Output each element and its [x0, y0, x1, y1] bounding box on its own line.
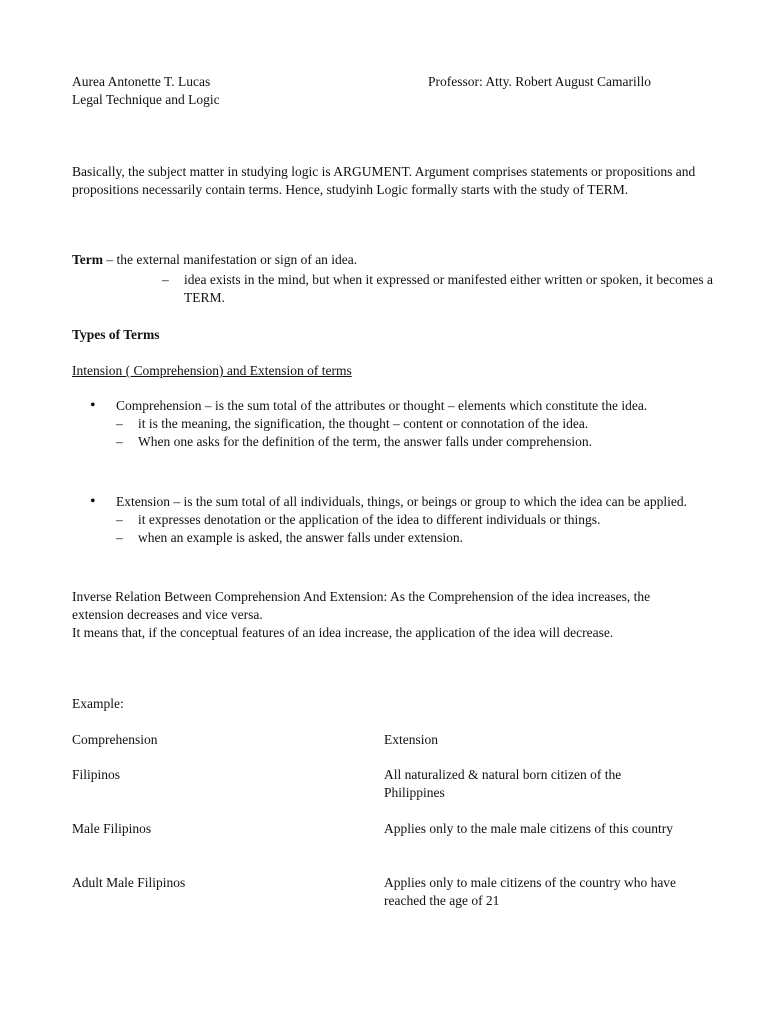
list-item — [116, 433, 702, 451]
dash-marker: – — [116, 512, 123, 527]
bullet-extension — [90, 493, 702, 547]
list-item — [116, 529, 676, 547]
table-cell: Filipinos — [72, 767, 121, 782]
course-name: Legal Technique and Logic — [72, 92, 220, 107]
sub-item-text: when an example is asked, the answer falls under extension. — [138, 530, 464, 545]
dash-marker: – — [116, 530, 123, 545]
table-header-extension: Extension — [384, 732, 438, 747]
intro-paragraph: Basically, the subject matter in studying logic is ARGUMENT. Argument comprises statements or propositions and propositions necessarily contain terms. Hence, studyinh Logic formally starts with the study of TERM. — [72, 164, 696, 197]
dash-marker: – — [116, 416, 123, 431]
table-cell: Applies only to male citizens of the country who have reached the age of 21 — [384, 875, 677, 908]
inverse-relation — [72, 588, 702, 642]
sub-item-text: it is the meaning, the signification, the thought – content or connotation of the idea. — [138, 416, 589, 431]
sub-item-text: it expresses denotation or the application of the idea to different individuals or things. — [138, 512, 601, 527]
bullet-marker: • — [90, 493, 96, 510]
bullet-text: Extension – is the sum total of all individuals, things, or beings or group to which the idea can be applied. — [116, 494, 688, 509]
intension-heading: Intension ( Comprehension) and Extension of terms — [72, 363, 352, 378]
professor-name: Professor: Atty. Robert August Camarillo — [428, 74, 651, 89]
table-cell: Adult Male Filipinos — [72, 875, 186, 890]
list-item — [116, 511, 676, 529]
dash-marker: – — [162, 272, 169, 287]
term-definition-text: – the external manifestation or sign of an idea. — [103, 252, 358, 267]
types-heading: Types of Terms — [72, 327, 160, 342]
inverse-line-2: It means that, if the conceptual features of an idea increase, the application of the idea will decrease. — [72, 625, 614, 640]
term-sub-item — [162, 271, 722, 307]
example-label: Example: — [72, 696, 124, 711]
student-name: Aurea Antonette T. Lucas — [72, 74, 211, 89]
table-cell: Applies only to the male male citizens of this country — [384, 821, 674, 836]
sub-item-text: When one asks for the definition of the term, the answer falls under comprehension. — [138, 434, 592, 449]
table-cell: Male Filipinos — [72, 821, 152, 836]
term-label: Term — [72, 252, 103, 267]
bullet-marker: • — [90, 397, 96, 414]
inverse-line-1: Inverse Relation Between Comprehension And Extension: As the Comprehension of the idea increases, the extension decreases and vice versa. — [72, 589, 651, 622]
bullet-comprehension — [90, 397, 702, 451]
table-cell: All naturalized & natural born citizen of the Philippines — [384, 767, 622, 800]
header-left — [72, 73, 220, 109]
term-definition — [72, 251, 357, 269]
list-item — [116, 415, 702, 433]
bullet-text: Comprehension – is the sum total of the attributes or thought – elements which constitute the idea. — [116, 398, 648, 413]
term-sub-text: idea exists in the mind, but when it expressed or manifested either written or spoken, it becomes a TERM. — [184, 272, 713, 305]
dash-marker: – — [116, 434, 123, 449]
table-header-comprehension: Comprehension — [72, 732, 158, 747]
